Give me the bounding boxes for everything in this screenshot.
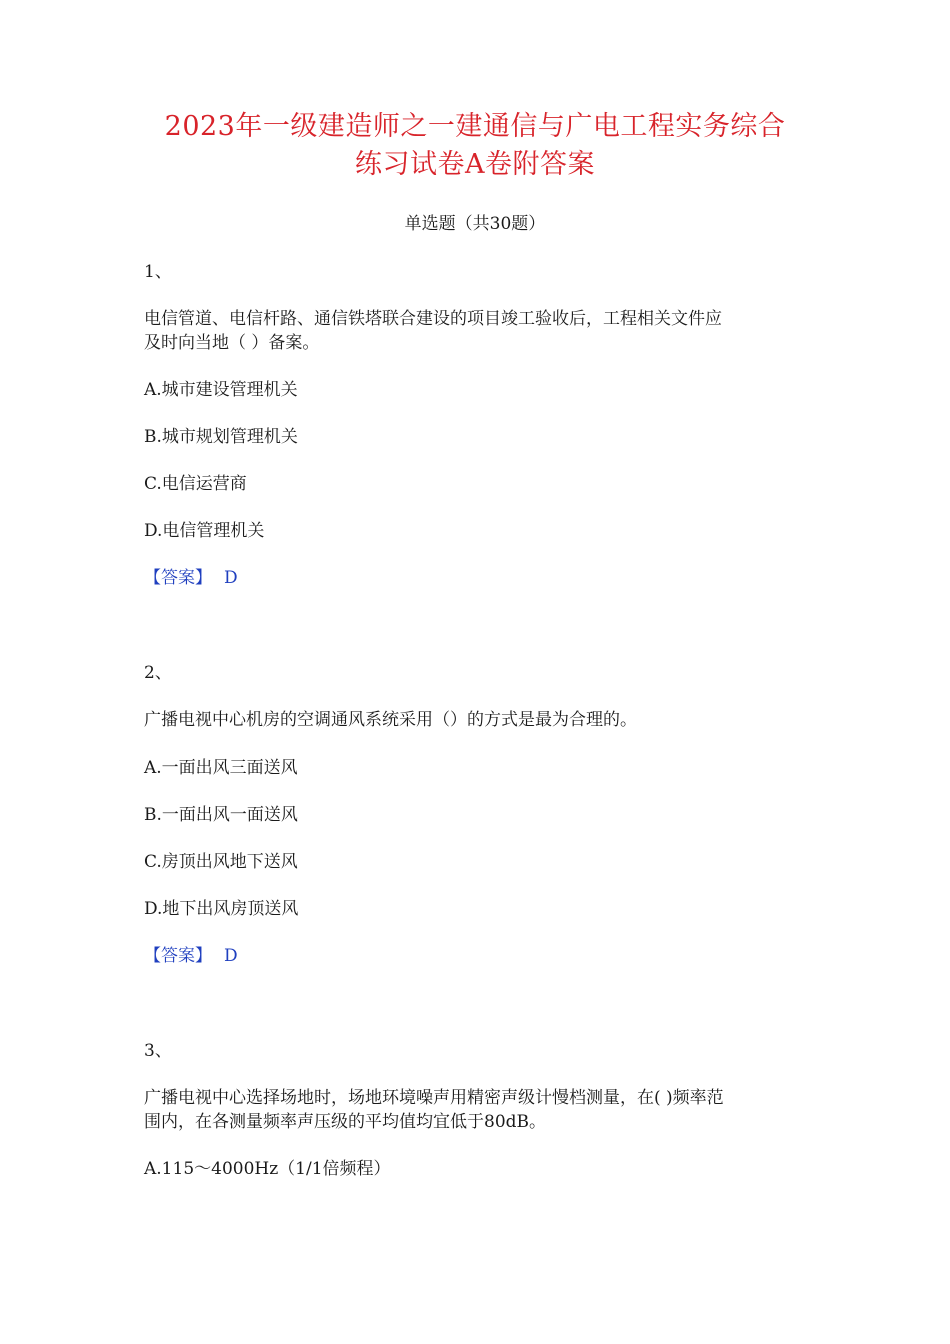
- question-2-stem-line-1: 广播电视中心机房的空调通风系统采用（）的方式是最为合理的。: [144, 710, 637, 730]
- answer-label: 【答案】: [144, 568, 212, 588]
- question-3-option-a: A.115～4000Hz（1/1倍频程）: [144, 1159, 391, 1179]
- question-3-stem-line-1: 广播电视中心选择场地时，场地环境噪声用精密声级计慢档测量，在( )频率范: [144, 1088, 724, 1108]
- question-1-option-b: B.城市规划管理机关: [144, 427, 298, 447]
- question-2-answer: [144, 944, 810, 968]
- question-1-option-c: C.电信运营商: [144, 474, 247, 494]
- section-heading: 单选题（共30题）: [404, 214, 546, 234]
- question-2-number: 2、: [144, 663, 172, 683]
- answer-label: 【答案】: [144, 946, 212, 966]
- question-1-option-a: A.城市建设管理机关: [144, 380, 298, 400]
- question-1-answer: [144, 566, 810, 590]
- title-line-1: 2023年一级建造师之一建通信与广电工程实务综合: [164, 111, 786, 142]
- question-2-option-a: A.一面出风三面送风: [144, 758, 298, 778]
- question-1-stem-line-2: 及时向当地（ ）备案。: [144, 333, 320, 353]
- question-1-option-d: D.电信管理机关: [144, 521, 265, 541]
- question-1-number: 1、: [144, 262, 172, 282]
- question-2-option-b: B.一面出风一面送风: [144, 805, 298, 825]
- question-1-stem-line-1: 电信管道、电信杆路、通信铁塔联合建设的项目竣工验收后，工程相关文件应: [144, 309, 722, 329]
- answer-value: D: [224, 946, 238, 966]
- answer-value: D: [224, 568, 238, 588]
- title-line-2: 练习试卷A卷附答案: [355, 149, 595, 180]
- document-title: [100, 108, 850, 184]
- question-2-option-d: D.地下出风房顶送风: [144, 899, 299, 919]
- question-3-stem-line-2: 围内，在各测量频率声压级的平均值均宜低于80dB。: [144, 1112, 547, 1132]
- question-2-option-c: C.房顶出风地下送风: [144, 852, 298, 872]
- question-3-number: 3、: [144, 1041, 172, 1061]
